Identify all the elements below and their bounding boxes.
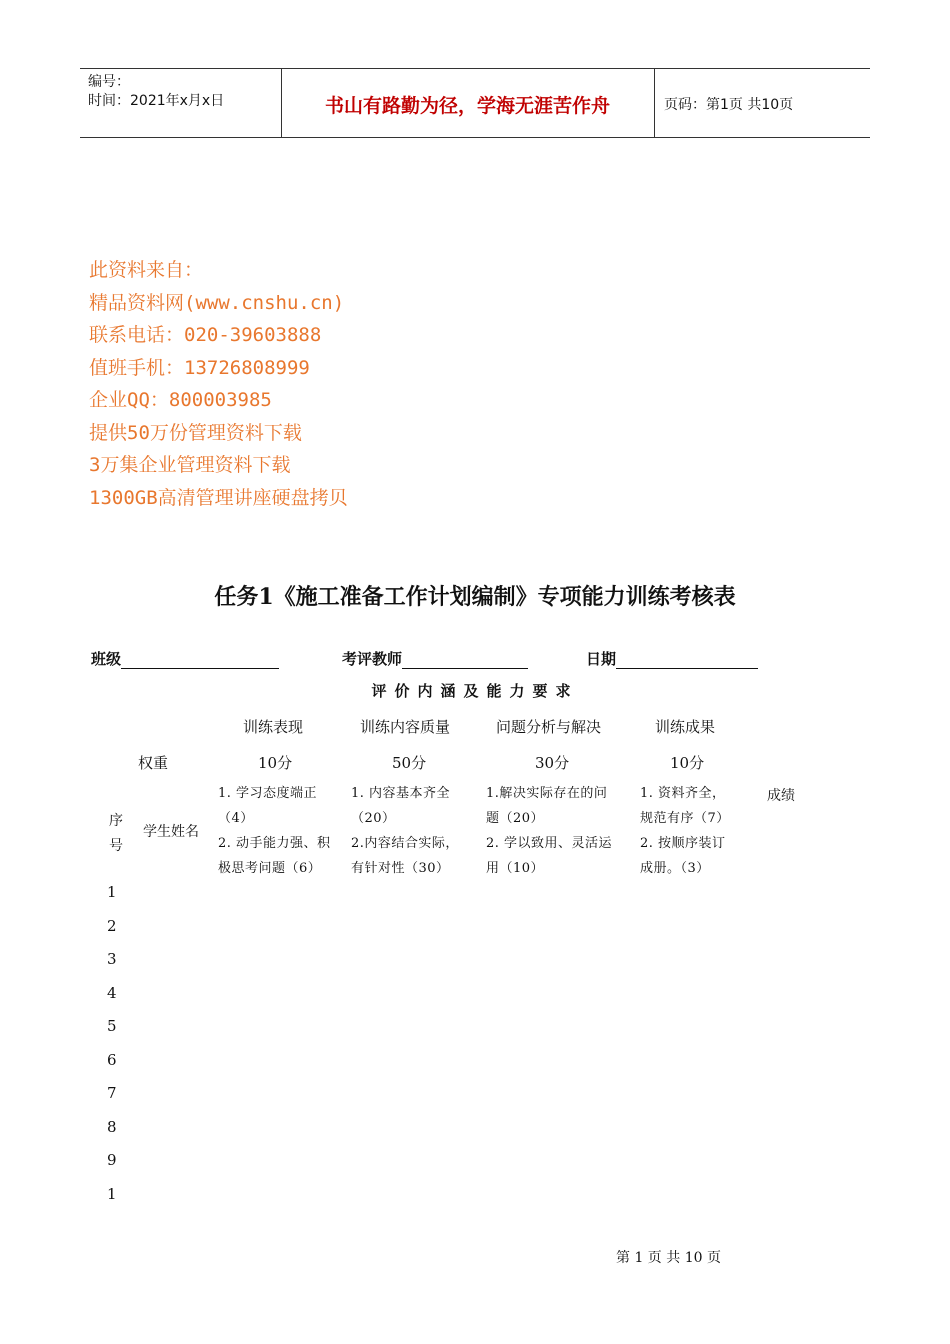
teacher-field [342, 648, 528, 669]
criteria-line: 题（20） [486, 811, 545, 826]
criteria-line: 1.解决实际存在的问 [486, 786, 608, 801]
score-header: 成绩 [767, 788, 795, 804]
class-field [91, 648, 279, 669]
row-number: 8 [107, 1118, 117, 1136]
criteria-line: 1. 学习态度端正 [218, 786, 318, 801]
column-title: 训练成果 [655, 718, 716, 736]
criteria-line: 极思考问题（6） [218, 861, 322, 876]
row-number: 5 [107, 1017, 117, 1035]
document-number-label: 编号： [88, 74, 130, 90]
document-title: 任务1《施工准备工作计划编制》专项能力训练考核表 [214, 584, 736, 610]
seq-header-line: 序 [109, 813, 123, 829]
seq-header [109, 809, 123, 859]
class-blank [121, 652, 279, 669]
info-line: 精品资料网(www.cnshu.cn) [89, 291, 345, 314]
column-title: 训练表现 [243, 718, 304, 736]
criteria-line: 2. 学以致用、灵活运 [486, 836, 613, 851]
criteria-line: 1. 资料齐全， [640, 786, 726, 801]
row-number: 1 [107, 1185, 117, 1203]
info-line: 3万集企业管理资料下载 [89, 454, 291, 476]
column-weight: 10分 [670, 754, 705, 772]
row-number: 1 [107, 883, 117, 901]
criteria-line: 有针对性（30） [351, 861, 450, 876]
teacher-label: 考评教师 [342, 650, 403, 668]
row-number: 7 [107, 1084, 117, 1102]
class-label: 班级 [91, 650, 122, 668]
criteria-performance [218, 781, 331, 881]
page-footer: 第 1 页 共 10 页 [616, 1250, 721, 1266]
criteria-line: （4） [218, 811, 254, 826]
row-number: 4 [107, 984, 117, 1002]
row-number: 3 [107, 950, 117, 968]
criteria-problem-solving [486, 781, 612, 881]
criteria-line: 2. 动手能力强、积 [218, 836, 331, 851]
column-weight: 50分 [392, 754, 427, 772]
page-header [80, 68, 870, 138]
info-line: 企业QQ：800003985 [89, 389, 272, 411]
row-number: 6 [107, 1051, 117, 1069]
criteria-outcome [640, 781, 730, 881]
info-line: 联系电话：020-39603888 [89, 324, 322, 346]
row-number: 9 [107, 1151, 117, 1169]
document-time: 时间：2021年x月x日 [88, 93, 225, 109]
header-page-info: 页码：第1页 共10页 [664, 97, 794, 113]
column-weight: 30分 [535, 754, 570, 772]
date-label: 日期 [586, 650, 617, 668]
student-name-header: 学生姓名 [143, 824, 199, 840]
info-line: 提供50万份管理资料下载 [89, 421, 302, 444]
column-title: 问题分析与解决 [496, 718, 602, 736]
criteria-line: 2.内容结合实际， [351, 836, 459, 851]
seq-header-line: 号 [109, 838, 123, 854]
criteria-line: 2. 按顺序装订 [640, 836, 726, 851]
column-title: 训练内容质量 [360, 718, 451, 736]
criteria-line: （20） [351, 811, 396, 826]
row-number: 2 [107, 917, 117, 935]
header-divider [654, 69, 655, 137]
weight-label: 权重 [138, 754, 169, 772]
criteria-line: 1. 内容基本齐全 [351, 786, 451, 801]
date-field [586, 648, 758, 669]
criteria-line: 用（10） [486, 861, 545, 876]
teacher-blank [402, 652, 528, 669]
date-blank [616, 652, 758, 669]
column-weight: 10分 [258, 754, 293, 772]
criteria-line: 规范有序（7） [640, 811, 730, 826]
criteria-content-quality [351, 781, 459, 881]
info-line: 1300GB高清管理讲座硬盘拷贝 [89, 486, 348, 509]
source-info [89, 254, 348, 514]
header-meta [88, 73, 224, 111]
evaluation-header: 评价内涵及能力要求 [371, 682, 579, 700]
info-line: 值班手机：13726808999 [89, 356, 310, 379]
info-line: 此资料来自： [89, 259, 204, 281]
header-motto: 书山有路勤为径，学海无涯苦作舟 [324, 95, 610, 117]
criteria-line: 成册。（3） [640, 861, 710, 876]
